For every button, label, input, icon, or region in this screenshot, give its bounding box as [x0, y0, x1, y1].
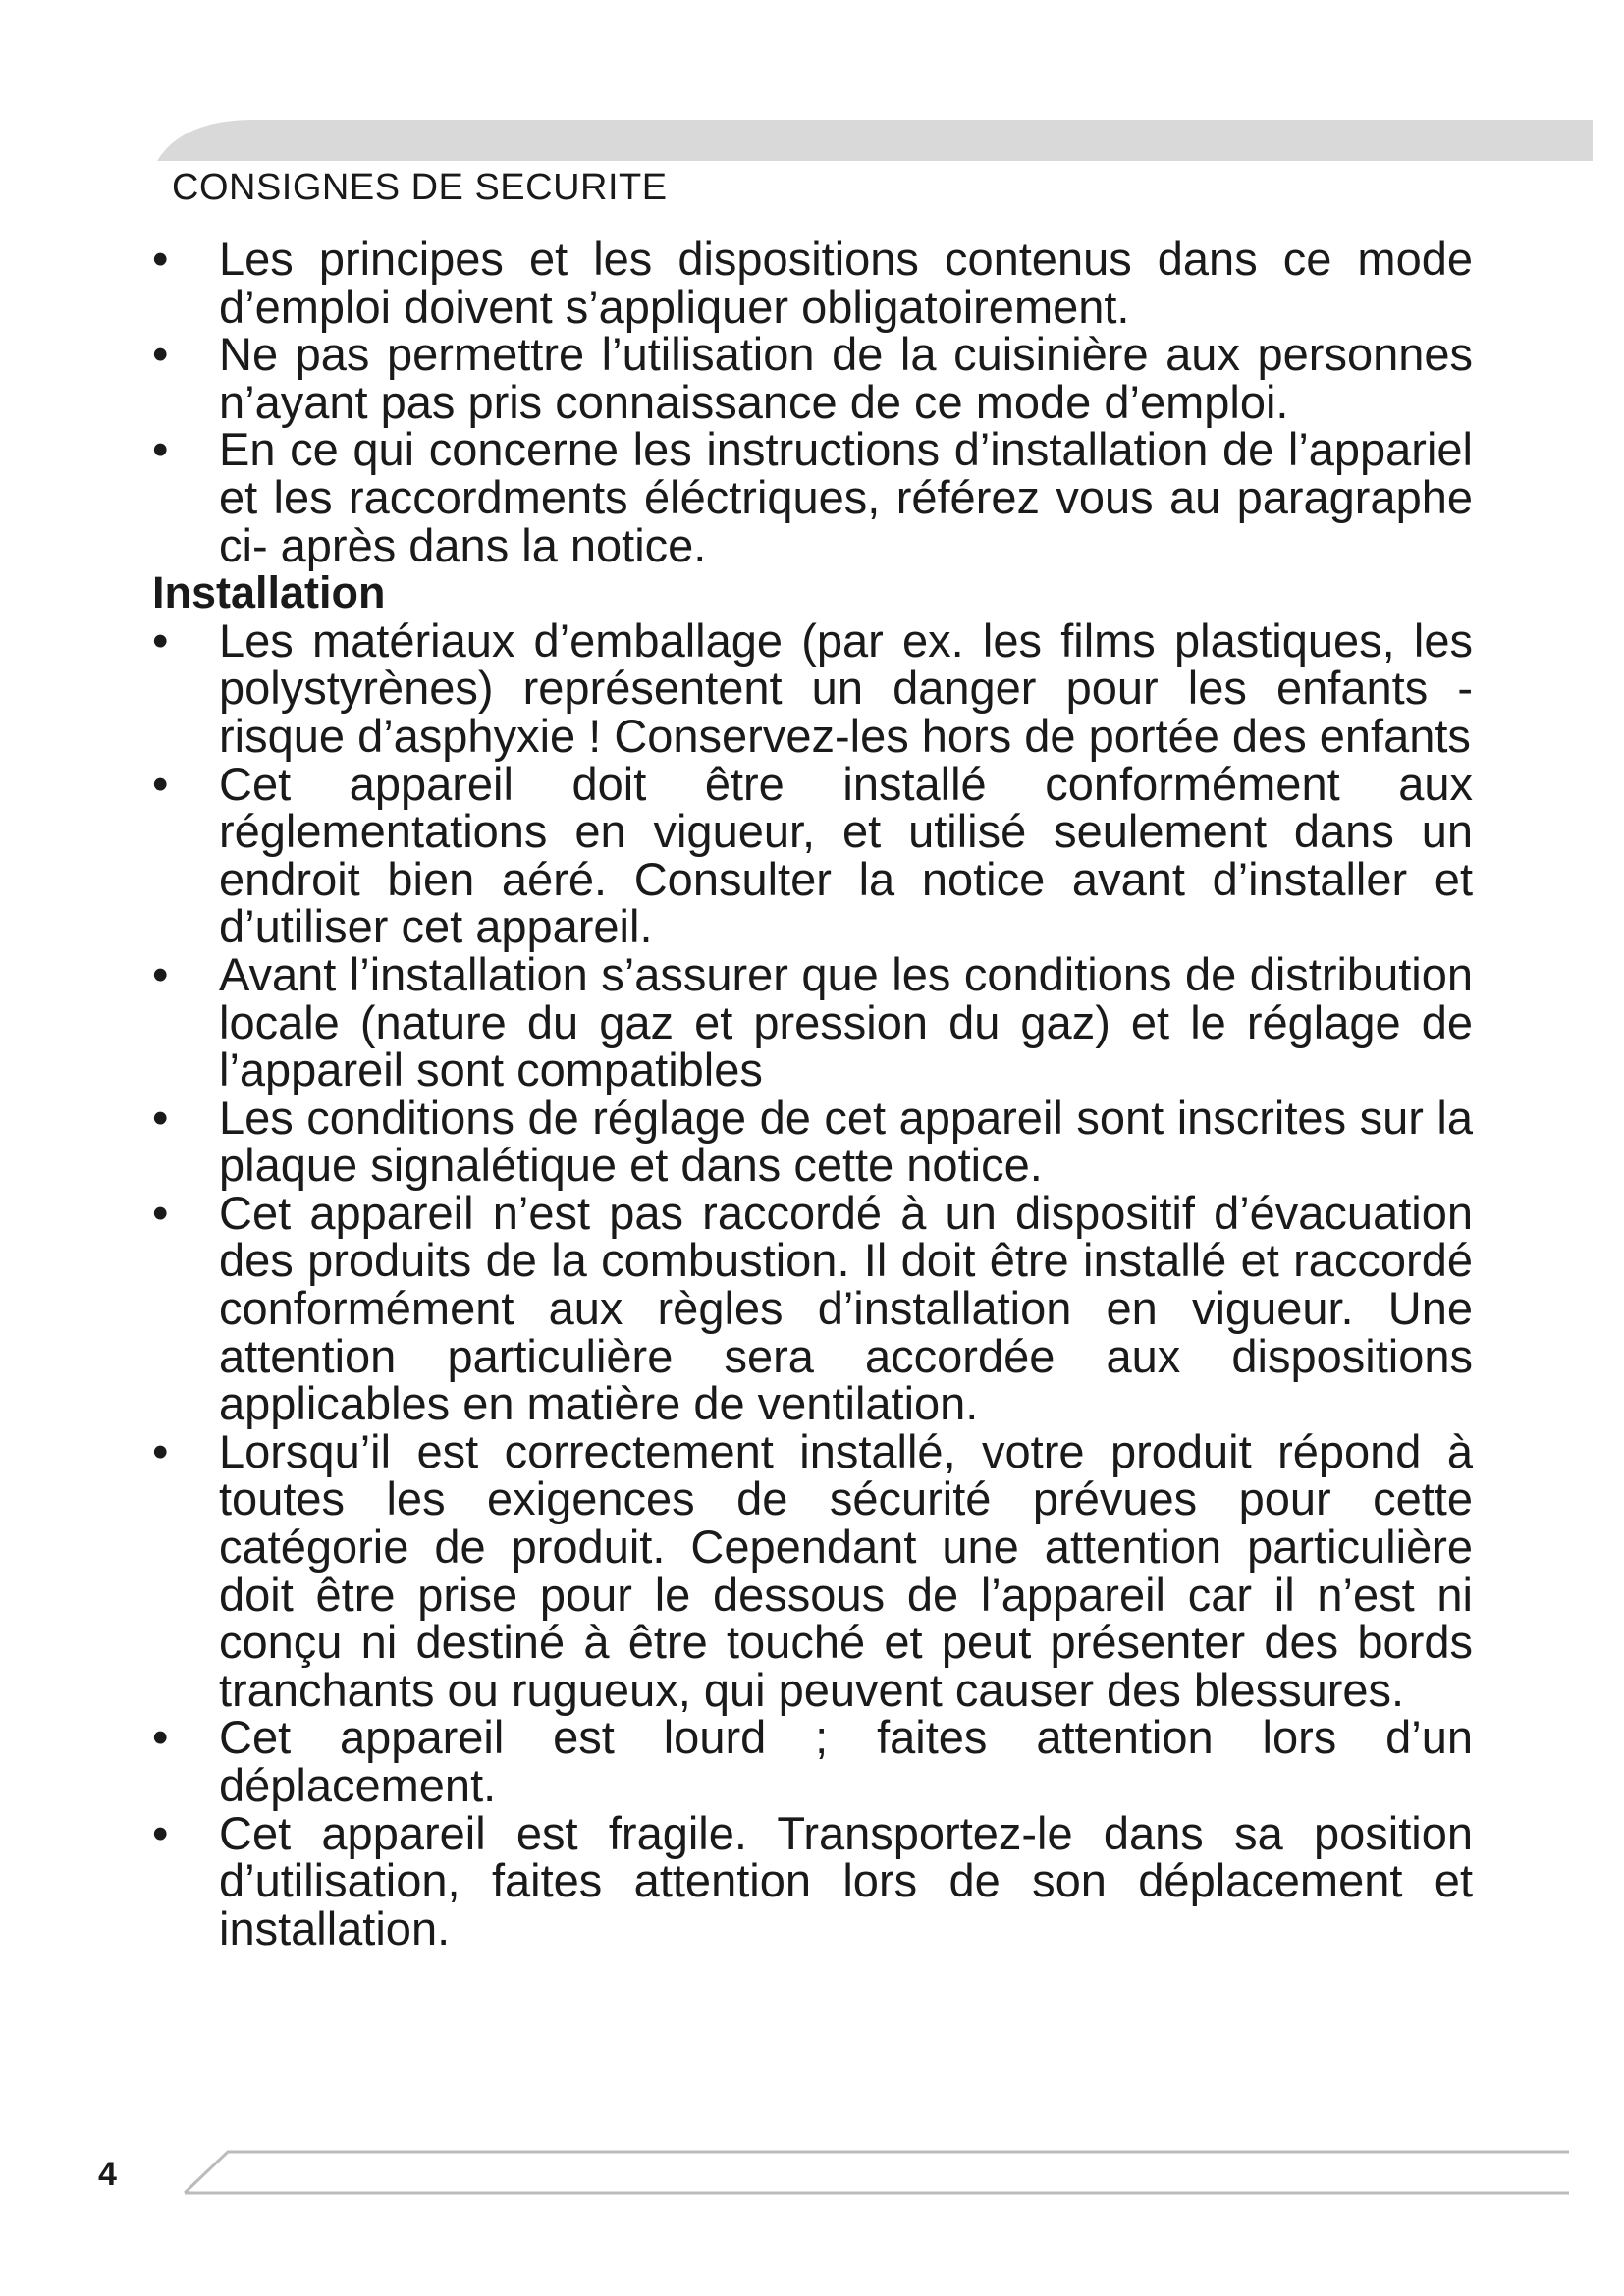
bullet-item: • Les conditions de réglage de cet appareil sont inscrites sur la plaque signalétique et dans cette notice. — [152, 1095, 1473, 1190]
bullet-item: • Lorsqu’il est correctement installé, votre produit répond à toutes les exigences de sécurité prévues pour cette catégorie de produit. Cependant une attention particulière doit être prise pour le dessous de l’appareil car il n’est ni conçu ni destiné à être touché et peut présenter des bords tranchants ou rugueux, qui peuvent causer des blessures. — [152, 1428, 1473, 1715]
bullet-item: • Avant l’installation s’assurer que les conditions de distribution locale (nature du gaz et pression du gaz) et le réglage de l’appareil sont compatibles — [152, 951, 1473, 1095]
installation-heading: Installation — [152, 567, 386, 618]
bullet-item: • Ne pas permettre l’utilisation de la cuisinière aux personnes n’ayant pas pris connaissance de ce mode d’emploi. — [152, 331, 1473, 426]
bullet-item: • Cet appareil est fragile. Transportez-le dans sa position d’utilisation, faites attention lors de son déplacement et installation. — [152, 1810, 1473, 1953]
bullet-item: • Cet appareil doit être installé conformément aux réglementations en vigueur, et utilisé seulement dans un endroit bien aéré. Consulter la notice avant d’installer et d’utiliser cet appareil. — [152, 761, 1473, 951]
section-title: CONSIGNES DE SECURITE — [172, 167, 668, 208]
intro-bullet-list — [152, 233, 1473, 571]
header-decorative-bar — [0, 118, 1624, 165]
footer-decorative-rule — [0, 2148, 1624, 2197]
page-number: 4 — [98, 2156, 117, 2193]
bullet-item: • Les principes et les dispositions contenus dans ce mode d’emploi doivent s’appliquer obligatoirement. — [152, 236, 1473, 331]
bullet-item: • Cet appareil est lourd ; faites attention lors d’un déplacement. — [152, 1714, 1473, 1809]
bullet-item: • Cet appareil n’est pas raccordé à un dispositif d’évacuation des produits de la combustion. Il doit être installé et raccordé conformément aux règles d’installation en vigueur. Une attention particulière sera accordée aux dispositions applicables en matière de ventilation. — [152, 1190, 1473, 1428]
bullet-item: • Les matériaux d’emballage (par ex. les films plastiques, les polystyrènes) représentent un danger pour les enfants - risque d’asphyxie ! Conservez-les hors de portée des enfants — [152, 617, 1473, 761]
bullet-item: • En ce qui concerne les instructions d’installation de l’appariel et les raccordments éléctriques, référez vous au paragraphe ci- après dans la notice. — [152, 426, 1473, 569]
document-body — [152, 233, 1473, 1954]
installation-bullet-list — [152, 614, 1473, 1954]
